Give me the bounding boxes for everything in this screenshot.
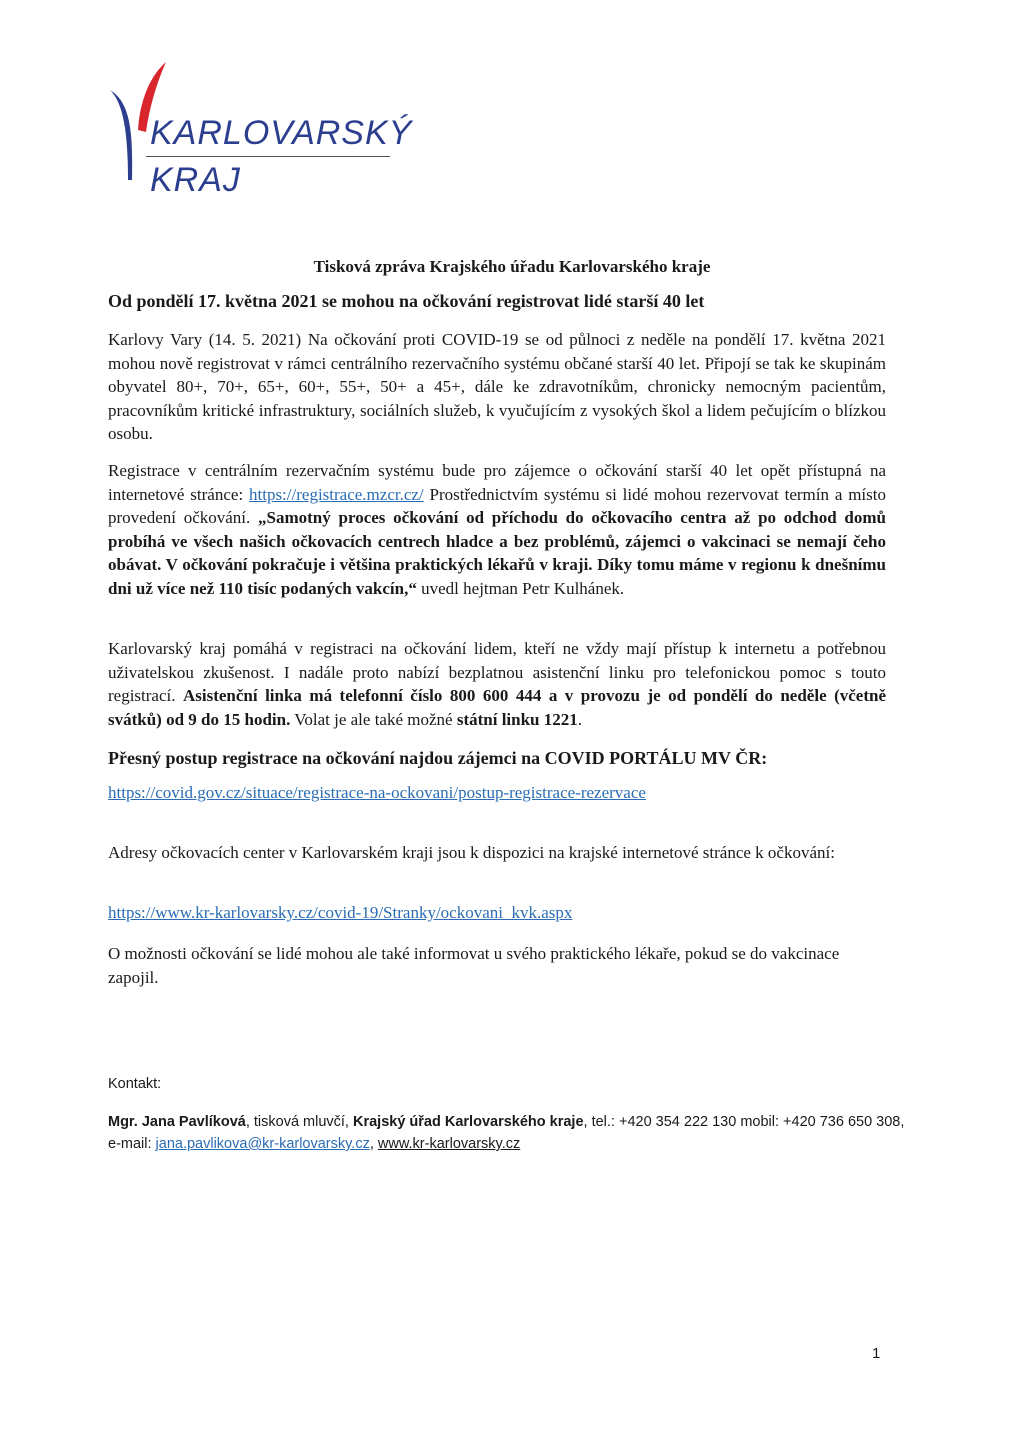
contact-name: Mgr. Jana Pavlíková xyxy=(108,1114,246,1130)
headline: Od pondělí 17. května 2021 se mohou na očkování registrovat lidé starší 40 let xyxy=(108,291,705,311)
p3-text-c: . xyxy=(577,709,583,729)
contact-role: , tisková mluvčí, xyxy=(245,1114,353,1130)
vaccination-page-link-line xyxy=(108,903,572,923)
logo-name-line2: KRAJ xyxy=(150,161,241,199)
contact-details xyxy=(108,1111,908,1155)
covid-portal-link[interactable]: https://covid.gov.cz/situace/registrace-na-ockovani/postup-registrace-rezervace xyxy=(108,783,646,802)
paragraph-helpline xyxy=(108,637,886,731)
p3-helpline-bold: Asistenční linka má telefonní číslo 800 600 444 a v provozu je od pondělí do neděle (včetně svátků) od 9 do 15 hodin. xyxy=(108,686,887,729)
registration-link[interactable]: https://registrace.mzcr.cz/ xyxy=(249,484,424,504)
paragraph-intro: Karlovy Vary (14. 5. 2021) Na očkování proti COVID-19 se od půlnoci z neděle na pondělí 17. května 2021 mohou nově registrovat v rámci centrálního rezervačního systému občané starší 40 let. Připojí se tak ke skupinám obyvatel 80+, 70+, 65+, 60+, 55+, 50+ a 45+, dále ke zdravotníkům, chronicky nemocným pacientům, pracovníkům kritické infrastruktury, sociálních služeb, k vyučujícím z vysokých škol a lidem pečujícím o blízkou osobu. xyxy=(108,330,886,443)
vaccination-page-link[interactable]: https://www.kr-karlovarsky.cz/covid-19/Stranky/ockovani_kvk.aspx xyxy=(108,903,573,922)
p3-text-b: Volat je ale také možné xyxy=(290,709,457,729)
contact-separator: , xyxy=(369,1136,378,1152)
p2-quote: „Samotný proces očkování od příchodu do očkovacího centra až po odchod domů probíhá ve všech našich očkovacích centrech hladce a bez problémů, zájemci o vakcinaci se nemají čeho obávat. V očkování pokračuje i většina praktických lékařů v kraji. Díky tomu máme v regionu k dnešnímu dni už více než 110 tisíc podaných vakcín,“ xyxy=(108,508,886,598)
logo-divider xyxy=(146,156,390,157)
contact-label: Kontakt: xyxy=(108,1076,162,1092)
contact-office: Krajský úřad Karlovarského kraje xyxy=(353,1114,584,1130)
page-number: 1 xyxy=(872,1345,881,1362)
logo-name-line1: KARLOVARSKÝ xyxy=(150,114,413,152)
covid-portal-link-line xyxy=(108,783,646,803)
p2-text-a: Registrace v centrálním rezervačním systému bude pro zájemce o očkování starší 40 let opět přístupná na internetové stránce: xyxy=(108,461,886,504)
paragraph-portal-heading: Přesný postup registrace na očkování najdou zájemci na COVID PORTÁLU MV ČR: xyxy=(108,748,768,768)
contact-web-link[interactable]: www.kr-karlovarsky.cz xyxy=(377,1136,521,1152)
document-title: Tisková zpráva Krajského úřadu Karlovarského kraje xyxy=(313,257,711,276)
p2-text-c: uvedl hejtman Petr Kulhánek. xyxy=(416,578,625,598)
p2-text-b: Prostřednictvím systému si lidé mohou rezervovat termín a místo provedení očkování. xyxy=(108,484,886,527)
paragraph-doctors: O možnosti očkování se lidé mohou ale také informovat u svého praktického lékaře, pokud se do vakcinace zapojil. xyxy=(108,944,840,987)
paragraph-centers: Adresy očkovacích center v Karlovarském kraji jsou k dispozici na krajské internetové stránce k očkování: xyxy=(108,843,835,862)
contact-phones: , tel.: +420 354 222 130 mobil: +420 736 650 308, e-mail: xyxy=(108,1114,905,1152)
contact-email-link[interactable]: jana.pavlikova@kr-karlovarsky.cz xyxy=(155,1136,370,1152)
p3-state-line-bold: státní linku 1221 xyxy=(456,709,578,729)
p3-text-a: Karlovarský kraj pomáhá v registraci na očkování lidem, kteří ne vždy mají přístup k internetu a potřebnou uživatelskou zkušenost. I nadále proto nabízí bezplatnou asistenční linku pro telefonickou pomoc s touto registrací. xyxy=(108,639,886,705)
paragraph-registration xyxy=(108,459,886,600)
